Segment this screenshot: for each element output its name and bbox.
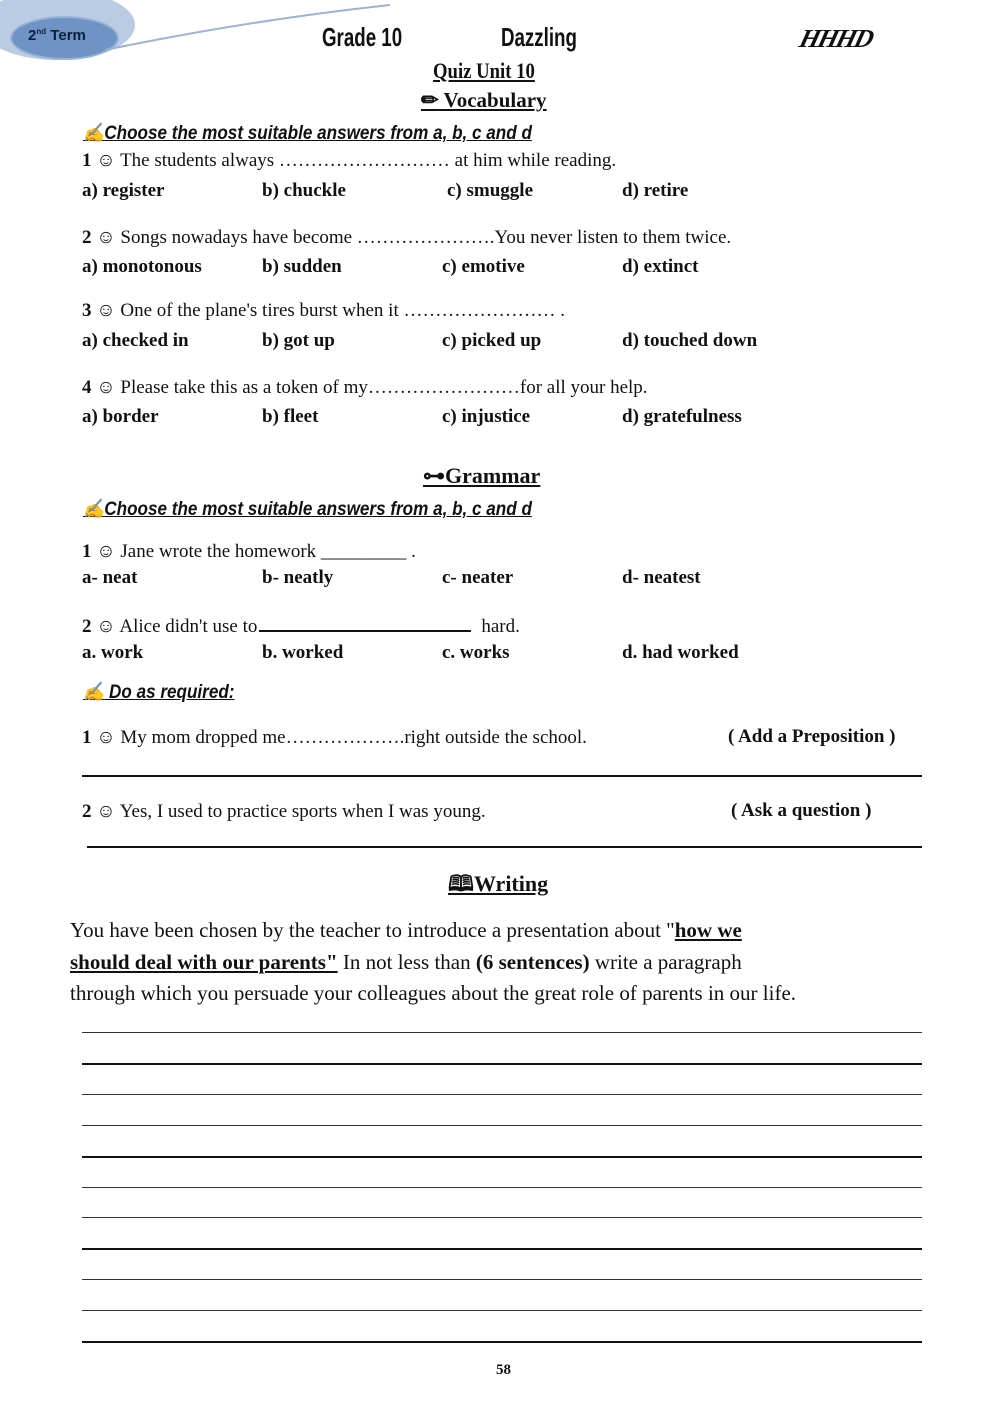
answer-option[interactable]: d) touched down [622, 330, 758, 351]
answer-option[interactable]: c) picked up [442, 330, 542, 351]
answer-line[interactable] [82, 775, 922, 777]
grammar-question-1: 1 ☺ Jane wrote the homework _________ . [82, 541, 416, 562]
answer-option[interactable]: d) retire [622, 180, 689, 201]
question-text: One of the plane's tires burst when it …………………… . [120, 300, 565, 321]
writing-line[interactable] [82, 1279, 922, 1280]
grammar-heading-text: Grammar [445, 463, 541, 488]
question-number: 1 [82, 150, 92, 171]
answer-option[interactable]: a. work [82, 642, 144, 663]
instruction-text: Choose the most suitable answers from a, b, c and d [104, 123, 532, 144]
answer-option[interactable]: b) sudden [262, 256, 342, 277]
prompt-text: through which you persuade your colleagues about the great role of parents in our life. [70, 981, 797, 1005]
task-text: Yes, I used to practice sports when I was young. [119, 801, 486, 822]
writing-line[interactable] [82, 1063, 922, 1065]
task-2: 2 ☺ Yes, I used to practice sports when I was young. [82, 801, 486, 822]
prompt-count: (6 sentences) [475, 949, 590, 974]
answer-line[interactable] [87, 846, 922, 848]
writing-line[interactable] [82, 1125, 922, 1126]
grade-label: Grade 10 [322, 22, 403, 52]
task-2-instruction: ( Ask a question ) [731, 800, 872, 821]
question-text: Jane wrote the homework _________ . [120, 541, 416, 562]
prompt-topic: should deal with our parents" [70, 949, 338, 974]
grammar-question-2: 2 ☺ Alice didn't use to hard. [82, 616, 520, 637]
quiz-title: Quiz Unit 10 [433, 58, 535, 83]
task-1-instruction: ( Add a Preposition ) [728, 726, 896, 747]
grammar-instruction [83, 497, 532, 521]
writing-line[interactable] [82, 1217, 922, 1218]
answer-option[interactable]: d- neatest [622, 567, 701, 588]
question-number: 2 [82, 616, 92, 637]
term-word: Term [50, 27, 86, 44]
vocabulary-question-2: 2 ☺ Songs nowadays have become ………………….You never listen to them twice. [82, 227, 732, 248]
vocabulary-instruction [83, 121, 532, 145]
question-number: 2 [82, 227, 92, 248]
question-text: Please take this as a token of my……………………for all your help. [120, 377, 648, 398]
question-text: Alice didn't use to [119, 616, 258, 637]
writing-prompt [70, 915, 940, 1010]
answer-option[interactable]: a) checked in [82, 330, 189, 351]
question-number: 4 [82, 377, 92, 398]
answer-option[interactable]: d) extinct [622, 256, 699, 277]
question-number: 3 [82, 300, 92, 321]
answer-option[interactable]: a) border [82, 406, 159, 427]
do-as-required-text: Do as required: [109, 682, 235, 703]
book-title: Dazzling [501, 22, 577, 52]
answer-option[interactable]: b- neatly [262, 567, 334, 588]
answer-option[interactable]: c) emotive [442, 256, 525, 277]
vocabulary-question-4: 4 ☺ Please take this as a token of my……………………for all your help. [82, 377, 648, 398]
answer-option[interactable]: c- neater [442, 567, 514, 588]
prompt-text: You have been chosen by the teacher to introduce a presentation about " [70, 918, 675, 942]
page-number: 58 [496, 1362, 511, 1378]
vocabulary-heading [421, 88, 547, 113]
writing-line[interactable] [82, 1341, 922, 1343]
prompt-topic: how we [674, 918, 742, 942]
answer-option[interactable]: a) register [82, 180, 165, 201]
writing-heading-text: Writing [473, 871, 549, 896]
term-badge-label [28, 27, 86, 44]
key-icon: ⊶ [423, 463, 445, 488]
answer-option[interactable]: b. worked [262, 642, 344, 663]
writing-line[interactable] [82, 1187, 922, 1188]
term-number: 2 [28, 27, 37, 44]
writing-line[interactable] [82, 1248, 922, 1250]
writing-heading [448, 867, 548, 905]
answer-option[interactable]: a) monotonous [82, 256, 202, 277]
answer-blank[interactable] [259, 630, 471, 632]
prompt-text: write a paragraph [589, 949, 742, 974]
question-number: 1 [82, 541, 92, 562]
task-number: 2 [82, 801, 92, 822]
writing-hand-icon: ✍ [83, 682, 105, 703]
question-text: The students always ……………………… at him while reading. [120, 150, 617, 171]
prompt-text: In not less than [337, 949, 476, 974]
writing-line[interactable] [82, 1156, 922, 1158]
answer-option[interactable]: c. works [442, 642, 510, 663]
book-icon: 🕮 [448, 871, 474, 896]
writing-hand-icon: ✍ [83, 123, 105, 144]
grammar-heading [423, 463, 540, 489]
question-text-after: hard. [481, 616, 520, 637]
question-text: Songs nowadays have become ………………….You never listen to them twice. [120, 227, 732, 248]
writing-hand-icon: ✍ [83, 499, 105, 520]
task-number: 1 [82, 727, 92, 748]
vocabulary-heading-text: Vocabulary [443, 88, 547, 112]
answer-option[interactable]: c) injustice [442, 406, 531, 427]
vocabulary-question-3: 3 ☺ One of the plane's tires burst when it …………………… . [82, 300, 565, 321]
task-text: My mom dropped me……………….right outside the school. [120, 727, 587, 748]
instruction-text: Choose the most suitable answers from a, b, c and d [104, 499, 532, 520]
writing-line[interactable] [82, 1310, 922, 1311]
answer-option[interactable]: c) smuggle [447, 180, 534, 201]
answer-option[interactable]: d. had worked [622, 642, 739, 663]
answer-option[interactable]: a- neat [82, 567, 138, 588]
answer-option[interactable]: d) gratefulness [622, 406, 742, 427]
term-sup: nd [36, 27, 47, 36]
task-1: 1 ☺ My mom dropped me……………….right outside the school. [82, 727, 587, 748]
signature-logo: HHHD [796, 24, 876, 53]
writing-line[interactable] [82, 1032, 922, 1033]
do-as-required-heading [83, 680, 234, 704]
writing-line[interactable] [82, 1094, 922, 1095]
answer-option[interactable]: b) chuckle [262, 180, 346, 201]
answer-option[interactable]: b) got up [262, 330, 335, 351]
vocabulary-question-1: 1 ☺ The students always ……………………… at him while reading. [82, 150, 617, 171]
pencil-icon: ✏ [421, 88, 439, 112]
answer-option[interactable]: b) fleet [262, 406, 319, 427]
